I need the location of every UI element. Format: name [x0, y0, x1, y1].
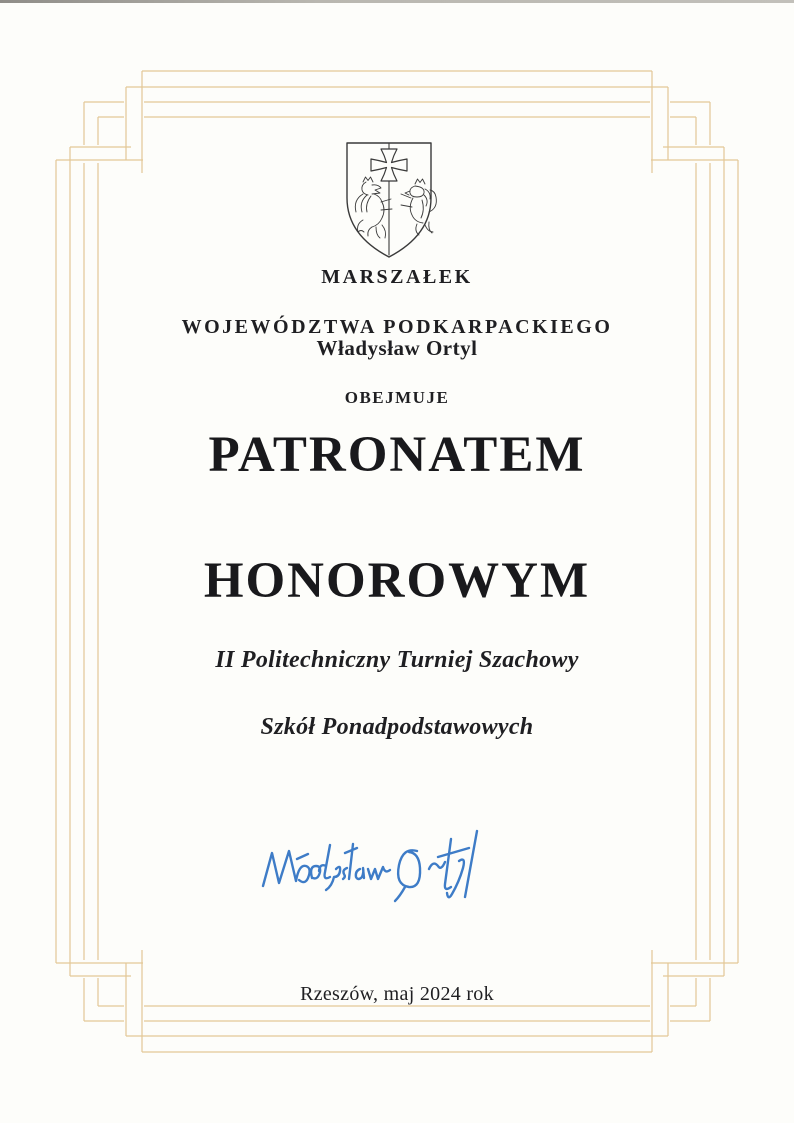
event-line1: II Politechniczny Turniej Szachowy — [215, 647, 579, 673]
issuer-title-line2: WOJEWÓDZTWA PODKARPACKIEGO — [181, 316, 613, 339]
podkarpackie-coat-of-arms-icon — [341, 140, 453, 260]
handwritten-signature — [240, 818, 500, 918]
signature-last-name-stroke — [395, 831, 477, 901]
patronage-line2: HONOROWYM — [203, 553, 591, 610]
action-label: OBEJMUJE — [344, 388, 450, 407]
event-line2: Szkół Ponadpodstawowych — [260, 714, 534, 741]
patronage-line1: PATRONATEM — [208, 427, 586, 483]
issuer-name: Władysław Ortyl — [316, 336, 478, 360]
event-title — [5, 644, 789, 745]
griffin-icon — [355, 177, 392, 238]
maltese-cross-icon — [371, 149, 407, 181]
signature-first-name-stroke — [263, 844, 390, 890]
place-date: Rzeszów, maj 2024 rok — [300, 983, 494, 1005]
issuer-title-line1: MARSZAŁEK — [321, 266, 473, 288]
patronage-title — [5, 424, 789, 614]
issuer-title — [5, 265, 789, 341]
